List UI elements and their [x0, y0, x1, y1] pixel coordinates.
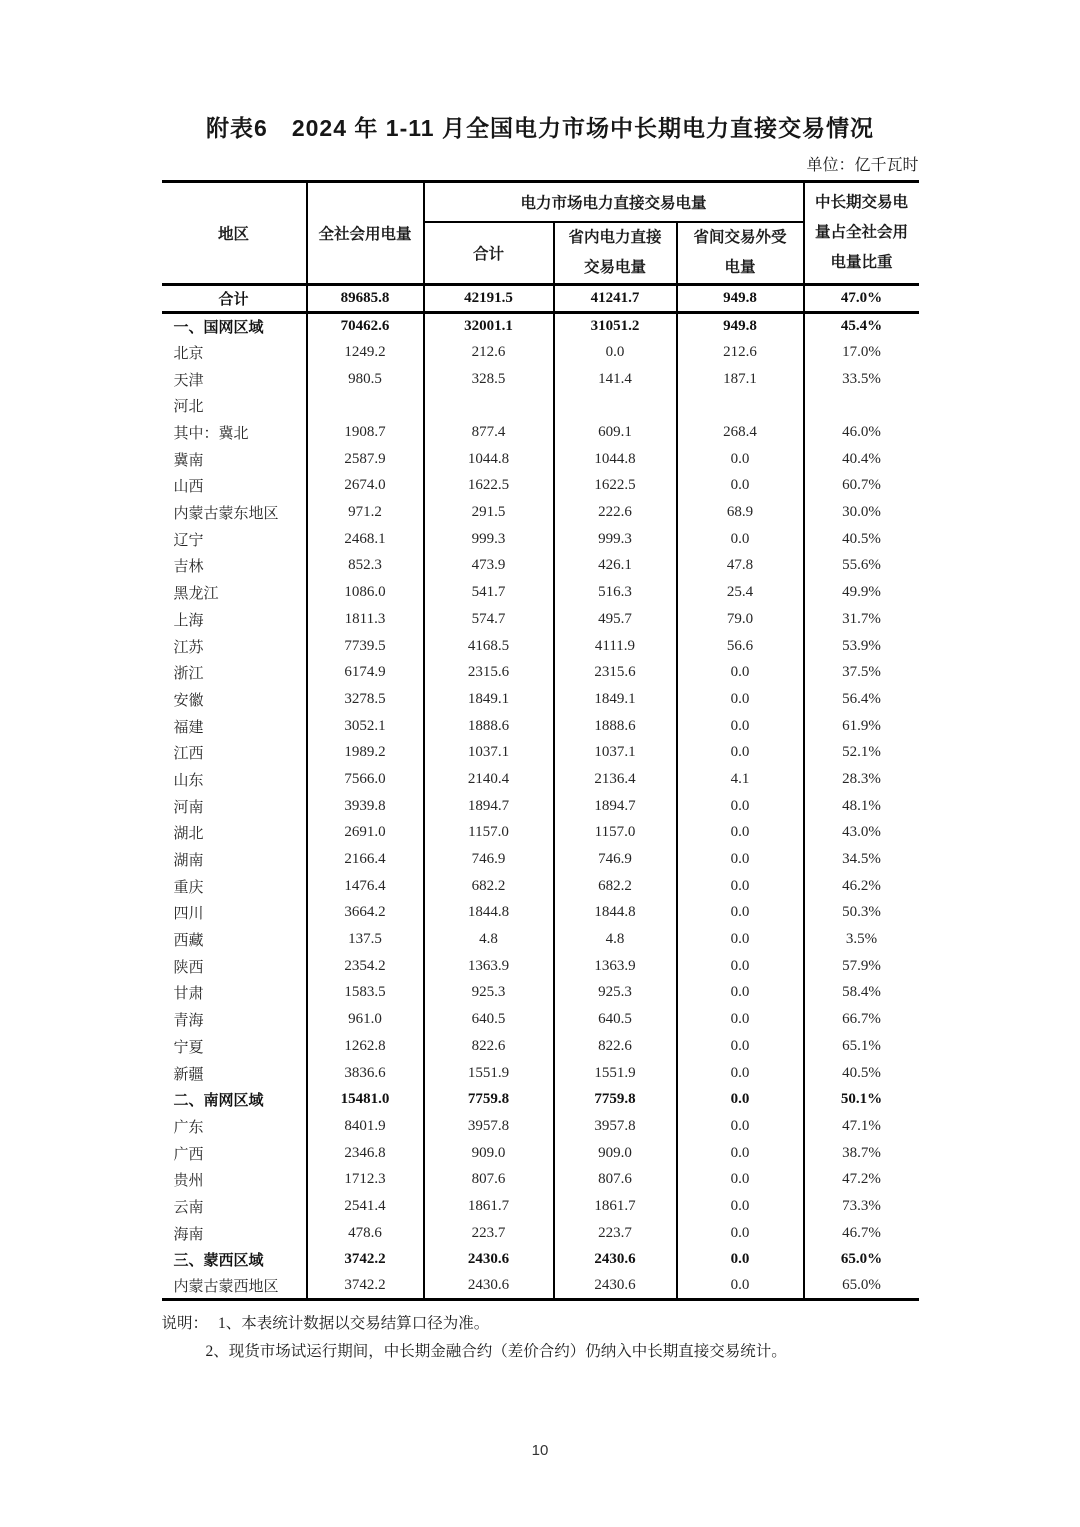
value-cell: 574.7 [424, 606, 554, 633]
region-cell: 云南 [162, 1193, 307, 1220]
value-cell: 0.0 [677, 980, 804, 1007]
table-row [162, 579, 919, 606]
table-row [162, 553, 919, 580]
region-cell: 青海 [162, 1006, 307, 1033]
value-cell: 0.0 [677, 1086, 804, 1113]
note-item-1: 1、本表统计数据以交易结算口径为准。 [218, 1315, 490, 1333]
value-cell: 2140.4 [424, 766, 554, 793]
region-cell: 山东 [162, 766, 307, 793]
value-cell: 0.0 [677, 526, 804, 553]
value-cell: 31051.2 [554, 312, 677, 339]
trading-data-table [162, 180, 919, 1301]
value-cell: 212.6 [424, 339, 554, 366]
value-cell: 682.2 [424, 873, 554, 900]
table-row [162, 820, 919, 847]
value-cell [677, 393, 804, 420]
value-cell: 426.1 [554, 553, 677, 580]
region-cell: 黑龙江 [162, 579, 307, 606]
note-line-1 [162, 1310, 919, 1338]
region-cell: 北京 [162, 339, 307, 366]
header-group-row [162, 182, 919, 222]
value-cell: 0.0 [677, 713, 804, 740]
value-cell: 65.0% [804, 1273, 919, 1300]
value-cell: 46.0% [804, 419, 919, 446]
value-cell: 0.0 [677, 686, 804, 713]
value-cell: 1908.7 [307, 419, 424, 446]
value-cell: 4168.5 [424, 633, 554, 660]
value-cell: 1888.6 [554, 713, 677, 740]
value-cell: 40.5% [804, 526, 919, 553]
value-cell: 478.6 [307, 1220, 424, 1247]
value-cell: 961.0 [307, 1006, 424, 1033]
value-cell: 640.5 [424, 1006, 554, 1033]
value-cell [424, 393, 554, 420]
value-cell: 1861.7 [554, 1193, 677, 1220]
value-cell: 473.9 [424, 553, 554, 580]
table-row [162, 873, 919, 900]
value-cell: 3278.5 [307, 686, 424, 713]
value-cell: 47.0% [804, 284, 919, 312]
table-row [162, 473, 919, 500]
value-cell: 37.5% [804, 659, 919, 686]
value-cell: 28.3% [804, 766, 919, 793]
value-cell: 2541.4 [307, 1193, 424, 1220]
value-cell: 40.5% [804, 1060, 919, 1087]
value-cell: 53.9% [804, 633, 919, 660]
region-cell: 西藏 [162, 926, 307, 953]
value-cell: 32001.1 [424, 312, 554, 339]
table-row [162, 1086, 919, 1113]
value-cell: 2587.9 [307, 446, 424, 473]
table-row [162, 312, 919, 339]
value-cell: 0.0 [677, 446, 804, 473]
table-row [162, 366, 919, 393]
value-cell: 58.4% [804, 980, 919, 1007]
value-cell: 0.0 [677, 1193, 804, 1220]
table-row [162, 339, 919, 366]
table-row [162, 659, 919, 686]
value-cell: 34.5% [804, 846, 919, 873]
value-cell: 3939.8 [307, 793, 424, 820]
table-header [162, 182, 919, 285]
value-cell: 89685.8 [307, 284, 424, 312]
value-cell: 949.8 [677, 312, 804, 339]
region-cell: 湖南 [162, 846, 307, 873]
value-cell: 0.0 [677, 1140, 804, 1167]
region-cell: 四川 [162, 900, 307, 927]
table-row [162, 446, 919, 473]
region-cell: 辽宁 [162, 526, 307, 553]
value-cell: 807.6 [554, 1166, 677, 1193]
table-row [162, 1060, 919, 1087]
header-intra-province [554, 222, 677, 285]
table-row [162, 1006, 919, 1033]
value-cell: 1989.2 [307, 739, 424, 766]
table-row [162, 846, 919, 873]
header-inter-label: 省间交易外受电量 [693, 228, 787, 276]
value-cell: 1037.1 [554, 739, 677, 766]
value-cell: 33.5% [804, 366, 919, 393]
value-cell: 1583.5 [307, 980, 424, 1007]
table-row [162, 686, 919, 713]
value-cell: 50.3% [804, 900, 919, 927]
value-cell: 609.1 [554, 419, 677, 446]
value-cell: 7759.8 [554, 1086, 677, 1113]
region-cell: 安徽 [162, 686, 307, 713]
value-cell: 1363.9 [554, 953, 677, 980]
region-cell: 海南 [162, 1220, 307, 1247]
table-row [162, 766, 919, 793]
value-cell: 48.1% [804, 793, 919, 820]
table-body [162, 284, 919, 1299]
value-cell: 61.9% [804, 713, 919, 740]
table-row [162, 606, 919, 633]
value-cell: 57.9% [804, 953, 919, 980]
region-cell: 合计 [162, 284, 307, 312]
value-cell: 971.2 [307, 499, 424, 526]
value-cell: 1844.8 [424, 900, 554, 927]
region-cell: 广西 [162, 1140, 307, 1167]
region-cell: 河北 [162, 393, 307, 420]
header-consumption: 全社会用电量 [307, 182, 424, 285]
notes [162, 1310, 919, 1366]
value-cell: 1849.1 [554, 686, 677, 713]
table-row [162, 980, 919, 1007]
value-cell: 3742.2 [307, 1273, 424, 1300]
value-cell: 1044.8 [554, 446, 677, 473]
value-cell: 909.0 [554, 1140, 677, 1167]
table-row [162, 1193, 919, 1220]
value-cell: 47.1% [804, 1113, 919, 1140]
table-row [162, 1273, 919, 1300]
value-cell: 807.6 [424, 1166, 554, 1193]
value-cell: 65.1% [804, 1033, 919, 1060]
value-cell: 495.7 [554, 606, 677, 633]
value-cell: 0.0 [677, 1166, 804, 1193]
value-cell: 0.0 [677, 1006, 804, 1033]
table-row [162, 1033, 919, 1060]
value-cell: 7739.5 [307, 633, 424, 660]
value-cell: 52.1% [804, 739, 919, 766]
page-title: 附表6 2024 年 1-11 月全国电力市场中长期电力直接交易情况 [206, 115, 874, 141]
value-cell: 7759.8 [424, 1086, 554, 1113]
region-cell: 冀南 [162, 446, 307, 473]
value-cell: 328.5 [424, 366, 554, 393]
value-cell: 47.8 [677, 553, 804, 580]
table-row [162, 1140, 919, 1167]
value-cell: 1551.9 [424, 1060, 554, 1087]
region-cell: 一、国网区域 [162, 312, 307, 339]
value-cell: 682.2 [554, 873, 677, 900]
value-cell: 55.6% [804, 553, 919, 580]
value-cell: 56.4% [804, 686, 919, 713]
value-cell: 73.3% [804, 1193, 919, 1220]
region-cell: 福建 [162, 713, 307, 740]
value-cell: 980.5 [307, 366, 424, 393]
value-cell: 4111.9 [554, 633, 677, 660]
region-cell: 二、南网区域 [162, 1086, 307, 1113]
value-cell: 0.0 [554, 339, 677, 366]
region-cell: 广东 [162, 1113, 307, 1140]
value-cell: 0.0 [677, 1060, 804, 1087]
value-cell: 1363.9 [424, 953, 554, 980]
unit-label: 单位：亿千瓦时 [806, 157, 919, 174]
value-cell: 40.4% [804, 446, 919, 473]
value-cell: 2430.6 [554, 1247, 677, 1274]
value-cell: 0.0 [677, 900, 804, 927]
notes-label: 说明： [161, 1315, 209, 1333]
value-cell: 2691.0 [307, 820, 424, 847]
value-cell: 60.7% [804, 473, 919, 500]
region-cell: 宁夏 [162, 1033, 307, 1060]
note-item-2: 2、现货市场试运行期间，中长期金融合约（差价合约）仍纳入中长期直接交易统计。 [205, 1343, 787, 1361]
header-intra-label: 省内电力直接交易电量 [568, 228, 662, 276]
value-cell: 46.7% [804, 1220, 919, 1247]
table-row [162, 393, 919, 420]
value-cell: 4.8 [554, 926, 677, 953]
value-cell: 1262.8 [307, 1033, 424, 1060]
note-line-2 [206, 1338, 919, 1366]
value-cell: 1894.7 [554, 793, 677, 820]
region-cell: 甘肃 [162, 980, 307, 1007]
region-cell: 浙江 [162, 659, 307, 686]
table-row [162, 419, 919, 446]
region-cell: 吉林 [162, 553, 307, 580]
table-row [162, 793, 919, 820]
region-cell: 重庆 [162, 873, 307, 900]
page-content [162, 0, 919, 1459]
table-row [162, 1247, 919, 1274]
value-cell: 2166.4 [307, 846, 424, 873]
value-cell: 1894.7 [424, 793, 554, 820]
table-row [162, 499, 919, 526]
value-cell: 640.5 [554, 1006, 677, 1033]
value-cell: 15481.0 [307, 1086, 424, 1113]
value-cell: 223.7 [554, 1220, 677, 1247]
value-cell [804, 393, 919, 420]
value-cell: 877.4 [424, 419, 554, 446]
value-cell: 0.0 [677, 1247, 804, 1274]
table-row [162, 526, 919, 553]
value-cell: 141.4 [554, 366, 677, 393]
region-cell: 陕西 [162, 953, 307, 980]
value-cell: 0.0 [677, 739, 804, 766]
value-cell: 17.0% [804, 339, 919, 366]
value-cell: 0.0 [677, 659, 804, 686]
value-cell: 909.0 [424, 1140, 554, 1167]
value-cell: 2430.6 [554, 1273, 677, 1300]
region-cell: 湖北 [162, 820, 307, 847]
value-cell: 50.1% [804, 1086, 919, 1113]
value-cell: 516.3 [554, 579, 677, 606]
header-market-group: 电力市场电力直接交易电量 [424, 182, 804, 222]
region-cell: 上海 [162, 606, 307, 633]
header-share-label: 中长期交易电量占全社会用电量比重 [814, 193, 908, 272]
value-cell: 3957.8 [554, 1113, 677, 1140]
value-cell: 0.0 [677, 793, 804, 820]
value-cell: 0.0 [677, 953, 804, 980]
value-cell: 4.1 [677, 766, 804, 793]
header-subtotal: 合计 [424, 222, 554, 285]
header-inter-province [677, 222, 804, 285]
value-cell: 999.3 [554, 526, 677, 553]
region-cell: 江西 [162, 739, 307, 766]
value-cell: 8401.9 [307, 1113, 424, 1140]
value-cell: 1811.3 [307, 606, 424, 633]
value-cell: 187.1 [677, 366, 804, 393]
value-cell: 0.0 [677, 820, 804, 847]
value-cell: 3742.2 [307, 1247, 424, 1274]
region-cell: 内蒙古蒙西地区 [162, 1273, 307, 1300]
value-cell [554, 393, 677, 420]
table-row [162, 953, 919, 980]
value-cell: 822.6 [424, 1033, 554, 1060]
value-cell: 1622.5 [554, 473, 677, 500]
value-cell: 3664.2 [307, 900, 424, 927]
value-cell: 2136.4 [554, 766, 677, 793]
value-cell: 1861.7 [424, 1193, 554, 1220]
value-cell: 746.9 [424, 846, 554, 873]
value-cell: 2346.8 [307, 1140, 424, 1167]
region-cell: 河南 [162, 793, 307, 820]
value-cell: 2430.6 [424, 1247, 554, 1274]
value-cell: 3957.8 [424, 1113, 554, 1140]
value-cell: 1551.9 [554, 1060, 677, 1087]
header-share [804, 182, 919, 285]
region-cell: 其中：冀北 [162, 419, 307, 446]
value-cell: 4.8 [424, 926, 554, 953]
value-cell: 746.9 [554, 846, 677, 873]
value-cell: 1476.4 [307, 873, 424, 900]
value-cell: 1622.5 [424, 473, 554, 500]
value-cell: 1888.6 [424, 713, 554, 740]
value-cell: 46.2% [804, 873, 919, 900]
table-row [162, 284, 919, 312]
value-cell: 291.5 [424, 499, 554, 526]
value-cell: 0.0 [677, 473, 804, 500]
value-cell: 223.7 [424, 1220, 554, 1247]
value-cell: 7566.0 [307, 766, 424, 793]
value-cell: 3836.6 [307, 1060, 424, 1087]
value-cell: 31.7% [804, 606, 919, 633]
table-row [162, 926, 919, 953]
value-cell: 38.7% [804, 1140, 919, 1167]
value-cell: 0.0 [677, 926, 804, 953]
region-cell: 江苏 [162, 633, 307, 660]
value-cell: 1157.0 [424, 820, 554, 847]
value-cell: 2315.6 [424, 659, 554, 686]
value-cell: 45.4% [804, 312, 919, 339]
table-row [162, 1220, 919, 1247]
value-cell: 222.6 [554, 499, 677, 526]
value-cell: 47.2% [804, 1166, 919, 1193]
value-cell: 1157.0 [554, 820, 677, 847]
value-cell: 68.9 [677, 499, 804, 526]
value-cell: 0.0 [677, 846, 804, 873]
region-cell: 贵州 [162, 1166, 307, 1193]
value-cell: 268.4 [677, 419, 804, 446]
value-cell: 0.0 [677, 1033, 804, 1060]
table-row [162, 1166, 919, 1193]
region-cell: 新疆 [162, 1060, 307, 1087]
value-cell: 79.0 [677, 606, 804, 633]
value-cell: 6174.9 [307, 659, 424, 686]
value-cell: 56.6 [677, 633, 804, 660]
region-cell: 天津 [162, 366, 307, 393]
header-region: 地区 [162, 182, 307, 285]
value-cell: 25.4 [677, 579, 804, 606]
value-cell: 852.3 [307, 553, 424, 580]
value-cell: 1037.1 [424, 739, 554, 766]
value-cell: 1712.3 [307, 1166, 424, 1193]
table-row [162, 1113, 919, 1140]
page-number: 10 [531, 1442, 549, 1460]
value-cell: 3.5% [804, 926, 919, 953]
value-cell: 2674.0 [307, 473, 424, 500]
region-cell: 内蒙古蒙东地区 [162, 499, 307, 526]
value-cell: 2315.6 [554, 659, 677, 686]
value-cell: 949.8 [677, 284, 804, 312]
value-cell: 925.3 [554, 980, 677, 1007]
value-cell [307, 393, 424, 420]
value-cell: 0.0 [677, 1113, 804, 1140]
region-cell: 三、蒙西区域 [162, 1247, 307, 1274]
value-cell: 43.0% [804, 820, 919, 847]
value-cell: 1844.8 [554, 900, 677, 927]
value-cell: 42191.5 [424, 284, 554, 312]
value-cell: 2468.1 [307, 526, 424, 553]
value-cell: 212.6 [677, 339, 804, 366]
value-cell: 65.0% [804, 1247, 919, 1274]
value-cell: 1044.8 [424, 446, 554, 473]
table-row [162, 739, 919, 766]
value-cell: 925.3 [424, 980, 554, 1007]
value-cell: 822.6 [554, 1033, 677, 1060]
value-cell: 70462.6 [307, 312, 424, 339]
value-cell: 66.7% [804, 1006, 919, 1033]
value-cell: 0.0 [677, 873, 804, 900]
value-cell: 2354.2 [307, 953, 424, 980]
table-row [162, 633, 919, 660]
value-cell: 1849.1 [424, 686, 554, 713]
value-cell: 41241.7 [554, 284, 677, 312]
value-cell: 0.0 [677, 1273, 804, 1300]
table-row [162, 713, 919, 740]
region-cell: 山西 [162, 473, 307, 500]
value-cell: 1086.0 [307, 579, 424, 606]
value-cell: 49.9% [804, 579, 919, 606]
table-row [162, 900, 919, 927]
value-cell: 999.3 [424, 526, 554, 553]
value-cell: 30.0% [804, 499, 919, 526]
value-cell: 137.5 [307, 926, 424, 953]
value-cell: 2430.6 [424, 1273, 554, 1300]
value-cell: 1249.2 [307, 339, 424, 366]
value-cell: 541.7 [424, 579, 554, 606]
value-cell: 0.0 [677, 1220, 804, 1247]
value-cell: 3052.1 [307, 713, 424, 740]
